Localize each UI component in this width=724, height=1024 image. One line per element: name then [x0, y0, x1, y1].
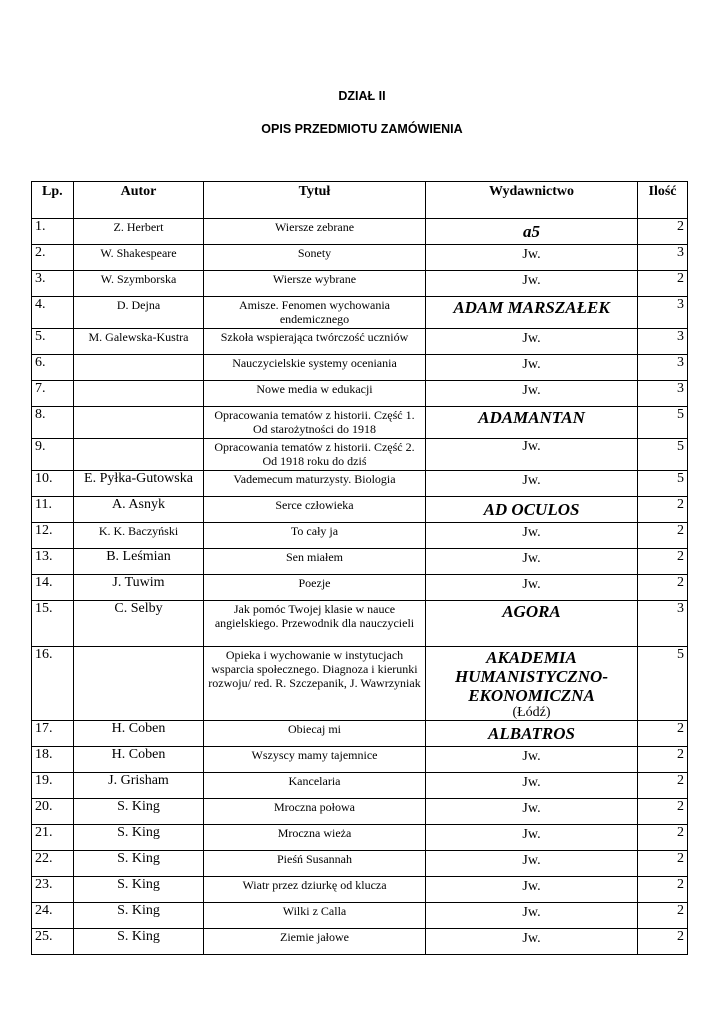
- row-number-text: 16.: [35, 647, 53, 662]
- row-title-text: Sen miałem: [286, 550, 343, 564]
- row-qty-text: 2: [677, 877, 684, 892]
- row-publisher: [426, 297, 638, 329]
- row-author-text: A. Asnyk: [112, 497, 165, 512]
- row-author: [74, 381, 204, 407]
- row-title: [204, 355, 426, 381]
- row-number: [32, 575, 74, 601]
- row-author-text: J. Grisham: [108, 773, 169, 788]
- row-qty-text: 2: [677, 903, 684, 918]
- section-heading: DZIAŁ II: [338, 89, 386, 103]
- row-number-text: 23.: [35, 877, 53, 892]
- row-title-text: Nowe media w edukacji: [256, 382, 373, 396]
- row-publisher-text: Jw.: [522, 247, 541, 262]
- row-title: [204, 523, 426, 549]
- row-author-text: S. King: [117, 903, 160, 918]
- row-author: [74, 877, 204, 903]
- row-author: [74, 219, 204, 245]
- row-qty: [638, 747, 688, 773]
- row-title-text: Poezje: [298, 576, 331, 590]
- row-title: [204, 825, 426, 851]
- table-row: [32, 721, 688, 747]
- table-row: [32, 903, 688, 929]
- row-title: [204, 297, 426, 329]
- row-publisher-text: AGORA: [502, 602, 561, 621]
- row-author: [74, 601, 204, 647]
- row-qty-text: 3: [677, 297, 684, 312]
- row-number: [32, 471, 74, 497]
- row-number-text: 18.: [35, 747, 53, 762]
- row-number-text: 8.: [35, 407, 46, 422]
- row-publisher-text: Jw.: [522, 439, 541, 454]
- row-title: [204, 381, 426, 407]
- row-number-text: 9.: [35, 439, 46, 454]
- row-publisher: [426, 721, 638, 747]
- row-publisher: [426, 407, 638, 439]
- row-title-text: To cały ja: [290, 524, 339, 538]
- row-number-text: 20.: [35, 799, 53, 814]
- row-number-text: 12.: [35, 523, 53, 538]
- row-qty-text: 5: [677, 647, 684, 662]
- row-qty-text: 2: [677, 721, 684, 736]
- row-number-text: 3.: [35, 271, 46, 286]
- row-author: [74, 297, 204, 329]
- row-publisher-text: Jw.: [522, 827, 541, 842]
- row-author-text: M. Galewska-Kustra: [88, 330, 189, 344]
- row-title-text: Sonety: [297, 246, 332, 260]
- row-title-text: Amisze. Fenomen wychowania endemicznego: [239, 298, 390, 326]
- row-title-text: Mroczna wieża: [277, 826, 352, 840]
- table-body: [32, 219, 688, 955]
- row-title: [204, 647, 426, 721]
- row-title-text: Wszyscy mamy tajemnice: [251, 748, 378, 762]
- row-qty: [638, 601, 688, 647]
- row-qty: [638, 721, 688, 747]
- row-qty: [638, 825, 688, 851]
- row-qty-text: 3: [677, 245, 684, 260]
- row-publisher-text: Jw.: [522, 273, 541, 288]
- row-qty: [638, 647, 688, 721]
- row-publisher-text: ADAMANTAN: [478, 408, 585, 427]
- row-number: [32, 297, 74, 329]
- row-publisher-text: Jw.: [522, 383, 541, 398]
- row-title: [204, 219, 426, 245]
- row-number: [32, 825, 74, 851]
- row-author: [74, 575, 204, 601]
- table-row: [32, 575, 688, 601]
- column-header-title: Tytuł: [204, 182, 426, 219]
- row-publisher: [426, 439, 638, 471]
- table-row: [32, 355, 688, 381]
- row-author: [74, 747, 204, 773]
- row-qty-text: 2: [677, 773, 684, 788]
- row-number: [32, 877, 74, 903]
- row-publisher-text: Jw.: [522, 577, 541, 592]
- row-qty: [638, 877, 688, 903]
- row-author-text: S. King: [117, 825, 160, 840]
- row-number: [32, 329, 74, 355]
- row-qty-text: 2: [677, 549, 684, 564]
- row-qty-text: 2: [677, 799, 684, 814]
- row-publisher: [426, 773, 638, 799]
- row-title: [204, 549, 426, 575]
- row-number: [32, 407, 74, 439]
- row-qty: [638, 245, 688, 271]
- row-author: [74, 245, 204, 271]
- row-number: [32, 549, 74, 575]
- row-title-text: Opieka i wychowanie w instytucjach wsparcia społecznego. Diagnoza i kierunki rozwoju/ red. R. Szczepanik, J. Wawrzyniak: [208, 648, 421, 690]
- row-publisher-text: AD OCULOS: [483, 500, 580, 519]
- row-title-text: Serce człowieka: [275, 498, 354, 512]
- row-qty: [638, 799, 688, 825]
- row-author-text: K. K. Baczyński: [98, 524, 179, 538]
- row-author: [74, 355, 204, 381]
- row-author: [74, 903, 204, 929]
- row-number-text: 22.: [35, 851, 53, 866]
- row-title: [204, 329, 426, 355]
- row-number: [32, 355, 74, 381]
- row-author-text: S. King: [117, 851, 160, 866]
- row-publisher-text: ADAM MARSZAŁEK: [453, 298, 610, 317]
- row-title: [204, 929, 426, 955]
- row-number-text: 25.: [35, 929, 53, 944]
- row-qty-text: 2: [677, 825, 684, 840]
- row-author-text: C. Selby: [114, 601, 163, 616]
- row-title: [204, 575, 426, 601]
- table-row: [32, 929, 688, 955]
- row-number: [32, 929, 74, 955]
- row-qty: [638, 549, 688, 575]
- row-author: [74, 271, 204, 297]
- row-author-text: E. Pyłka-Gutowska: [84, 471, 193, 486]
- row-qty: [638, 851, 688, 877]
- row-publisher: [426, 747, 638, 773]
- row-number: [32, 721, 74, 747]
- row-qty-text: 2: [677, 219, 684, 234]
- row-publisher: [426, 903, 638, 929]
- table-row: [32, 297, 688, 329]
- row-title-text: Pieśń Susannah: [277, 852, 352, 866]
- table-row: [32, 825, 688, 851]
- row-title-text: Wiersze zebrane: [274, 220, 355, 234]
- row-title-text: Wilki z Calla: [282, 904, 347, 918]
- row-publisher: [426, 219, 638, 245]
- row-qty-text: 2: [677, 929, 684, 944]
- row-qty-text: 2: [677, 575, 684, 590]
- table-row: [32, 523, 688, 549]
- table-row: [32, 271, 688, 297]
- row-qty: [638, 471, 688, 497]
- row-publisher-text: Jw.: [522, 331, 541, 346]
- items-table: [31, 181, 688, 955]
- row-qty: [638, 439, 688, 471]
- row-publisher-text: Jw.: [522, 801, 541, 816]
- table-row: [32, 549, 688, 575]
- row-title-text: Wiatr przez dziurkę od klucza: [242, 878, 387, 892]
- table-row: [32, 439, 688, 471]
- row-number: [32, 851, 74, 877]
- row-title: [204, 271, 426, 297]
- row-publisher: [426, 929, 638, 955]
- row-title: [204, 721, 426, 747]
- row-publisher-text: Jw.: [522, 357, 541, 372]
- row-number: [32, 799, 74, 825]
- row-qty-text: 5: [677, 471, 684, 486]
- row-number-text: 19.: [35, 773, 53, 788]
- row-author-text: S. King: [117, 929, 160, 944]
- row-publisher: [426, 877, 638, 903]
- row-qty-text: 5: [677, 439, 684, 454]
- row-publisher: [426, 329, 638, 355]
- row-title-text: Opracowania tematów z historii. Część 2. Od 1918 roku do dziś: [214, 440, 415, 468]
- row-publisher-text: AKADEMIA HUMANISTYCZNO-EKONOMICZNA: [454, 648, 608, 705]
- row-number: [32, 219, 74, 245]
- row-qty-text: 5: [677, 407, 684, 422]
- row-publisher: [426, 471, 638, 497]
- row-number: [32, 601, 74, 647]
- row-number-text: 15.: [35, 601, 53, 616]
- row-author: [74, 549, 204, 575]
- row-publisher: [426, 647, 638, 721]
- row-author: [74, 799, 204, 825]
- row-publisher-text: Jw.: [522, 853, 541, 868]
- row-title-text: Mroczna połowa: [274, 800, 355, 814]
- row-qty: [638, 329, 688, 355]
- row-number-text: 10.: [35, 471, 53, 486]
- row-number: [32, 647, 74, 721]
- table-row: [32, 219, 688, 245]
- row-publisher: [426, 271, 638, 297]
- row-title: [204, 903, 426, 929]
- row-qty: [638, 497, 688, 523]
- row-author-text: S. King: [117, 877, 160, 892]
- row-author: [74, 329, 204, 355]
- row-qty: [638, 929, 688, 955]
- row-number-text: 21.: [35, 825, 53, 840]
- row-qty: [638, 381, 688, 407]
- row-qty: [638, 407, 688, 439]
- row-author-text: D. Dejna: [116, 298, 161, 312]
- row-author: [74, 851, 204, 877]
- row-title: [204, 747, 426, 773]
- row-number: [32, 381, 74, 407]
- table-row: [32, 773, 688, 799]
- row-publisher-text: Jw.: [522, 905, 541, 920]
- row-number-text: 24.: [35, 903, 53, 918]
- table-row: [32, 799, 688, 825]
- row-qty-text: 2: [677, 747, 684, 762]
- row-author-text: H. Coben: [111, 747, 166, 762]
- row-qty: [638, 575, 688, 601]
- row-number-text: 14.: [35, 575, 53, 590]
- row-number: [32, 773, 74, 799]
- row-title-text: Nauczycielskie systemy oceniania: [232, 356, 397, 370]
- row-number-text: 2.: [35, 245, 46, 260]
- row-title: [204, 471, 426, 497]
- row-title-text: Obiecaj mi: [288, 722, 341, 736]
- table-row: [32, 407, 688, 439]
- row-publisher: [426, 497, 638, 523]
- row-author-text: W. Szymborska: [100, 272, 177, 286]
- row-number: [32, 903, 74, 929]
- row-publisher-text: Jw.: [522, 749, 541, 764]
- row-publisher: [426, 355, 638, 381]
- row-author-text: S. King: [117, 799, 160, 814]
- row-publisher: [426, 601, 638, 647]
- row-author-text: Z. Herbert: [113, 220, 164, 234]
- row-qty-text: 3: [677, 355, 684, 370]
- column-header-lp: Lp.: [32, 182, 74, 219]
- row-qty: [638, 271, 688, 297]
- row-author: [74, 471, 204, 497]
- row-title-text: Szkoła wspierająca twórczość uczniów: [220, 330, 409, 344]
- table-row: [32, 877, 688, 903]
- table-row: [32, 497, 688, 523]
- row-author: [74, 407, 204, 439]
- row-title-text: Opracowania tematów z historii. Część 1. Od starożytności do 1918: [214, 408, 415, 436]
- row-qty-text: 2: [677, 271, 684, 286]
- row-publisher: [426, 523, 638, 549]
- row-title: [204, 439, 426, 471]
- row-publisher: [426, 245, 638, 271]
- table-row: [32, 747, 688, 773]
- row-author-text: H. Coben: [111, 721, 166, 736]
- row-publisher: [426, 799, 638, 825]
- row-publisher-city: (Łódź): [512, 705, 551, 720]
- row-title-text: Ziemie jałowe: [280, 930, 349, 944]
- row-number-text: 1.: [35, 219, 46, 234]
- row-title: [204, 407, 426, 439]
- row-author: [74, 647, 204, 721]
- row-number-text: 6.: [35, 355, 46, 370]
- row-author: [74, 773, 204, 799]
- column-header-author: Autor: [74, 182, 204, 219]
- row-publisher-text: Jw.: [522, 525, 541, 540]
- row-author: [74, 721, 204, 747]
- row-qty: [638, 903, 688, 929]
- table-row: [32, 245, 688, 271]
- row-number-text: 7.: [35, 381, 46, 396]
- section-subtitle: OPIS PRZEDMIOTU ZAMÓWIENIA: [261, 122, 463, 136]
- row-title: [204, 601, 426, 647]
- row-author: [74, 439, 204, 471]
- row-number-text: 4.: [35, 297, 46, 312]
- row-qty: [638, 773, 688, 799]
- row-author: [74, 523, 204, 549]
- column-header-qty: Ilość: [638, 182, 688, 219]
- row-publisher: [426, 381, 638, 407]
- row-number: [32, 271, 74, 297]
- row-qty: [638, 523, 688, 549]
- row-title-text: Vademecum maturzysty. Biologia: [233, 472, 396, 486]
- row-title: [204, 245, 426, 271]
- row-number: [32, 439, 74, 471]
- table-row: [32, 329, 688, 355]
- row-number: [32, 497, 74, 523]
- row-number-text: 5.: [35, 329, 46, 344]
- row-author: [74, 825, 204, 851]
- row-qty-text: 2: [677, 523, 684, 538]
- row-title: [204, 877, 426, 903]
- row-publisher-text: a5: [523, 222, 540, 241]
- row-publisher: [426, 549, 638, 575]
- row-title: [204, 799, 426, 825]
- row-qty-text: 3: [677, 329, 684, 344]
- row-publisher-text: Jw.: [522, 473, 541, 488]
- row-qty-text: 2: [677, 851, 684, 866]
- row-title: [204, 851, 426, 877]
- row-qty: [638, 355, 688, 381]
- row-title: [204, 497, 426, 523]
- row-author-text: B. Leśmian: [106, 549, 171, 564]
- table-row: [32, 647, 688, 721]
- row-qty-text: 3: [677, 381, 684, 396]
- row-qty-text: 2: [677, 497, 684, 512]
- row-author: [74, 929, 204, 955]
- row-publisher-text: Jw.: [522, 775, 541, 790]
- table-header-row: [32, 182, 688, 219]
- column-header-publisher: Wydawnictwo: [426, 182, 638, 219]
- row-title: [204, 773, 426, 799]
- row-qty: [638, 219, 688, 245]
- row-publisher: [426, 825, 638, 851]
- row-number-text: 17.: [35, 721, 53, 736]
- row-number: [32, 523, 74, 549]
- row-title-text: Kancelaria: [288, 774, 341, 788]
- table-row: [32, 471, 688, 497]
- row-publisher-text: ALBATROS: [488, 724, 575, 743]
- row-publisher-text: Jw.: [522, 931, 541, 946]
- row-number: [32, 245, 74, 271]
- table-row: [32, 601, 688, 647]
- row-publisher-text: Jw.: [522, 551, 541, 566]
- row-author: [74, 497, 204, 523]
- row-qty: [638, 297, 688, 329]
- row-author-text: W. Shakespeare: [100, 246, 177, 260]
- row-publisher: [426, 575, 638, 601]
- row-publisher-text: Jw.: [522, 879, 541, 894]
- table-row: [32, 851, 688, 877]
- table-row: [32, 381, 688, 407]
- row-number-text: 11.: [35, 497, 52, 512]
- row-author-text: J. Tuwim: [112, 575, 165, 590]
- row-number-text: 13.: [35, 549, 53, 564]
- row-qty-text: 3: [677, 601, 684, 616]
- row-publisher: [426, 851, 638, 877]
- row-number: [32, 747, 74, 773]
- row-title-text: Wiersze wybrane: [272, 272, 357, 286]
- row-title-text: Jak pomóc Twojej klasie w nauce angielskiego. Przewodnik dla nauczycieli: [214, 602, 415, 630]
